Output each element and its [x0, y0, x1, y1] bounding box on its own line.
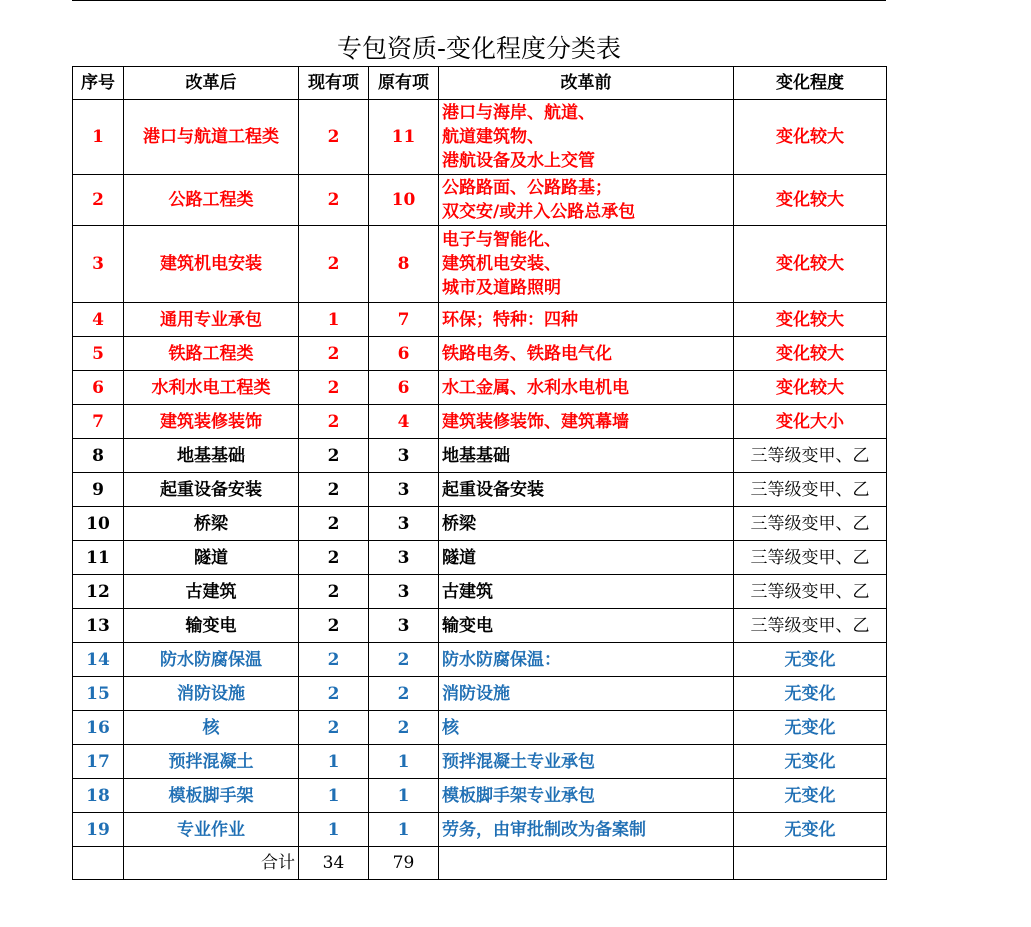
- current-count-cell: 2: [299, 405, 369, 439]
- after-reform-cell: 古建筑: [124, 575, 299, 609]
- before-reform-cell: [439, 303, 734, 337]
- top-rule: [72, 0, 886, 1]
- change-level-cell: 变化较大: [734, 100, 887, 175]
- row-number: 11: [73, 541, 124, 575]
- original-count-cell: 10: [369, 175, 439, 226]
- before-reform-cell: [439, 371, 734, 405]
- row-number: 1: [73, 100, 124, 175]
- table-row: [73, 779, 887, 813]
- header-now: 现有项: [299, 67, 369, 100]
- original-count-cell: 3: [369, 609, 439, 643]
- current-count-cell: 2: [299, 643, 369, 677]
- row-number: 15: [73, 677, 124, 711]
- total-orig: 79: [369, 847, 439, 880]
- current-count-cell: 1: [299, 303, 369, 337]
- row-number: 10: [73, 507, 124, 541]
- current-count-cell: 2: [299, 609, 369, 643]
- before-reform-cell: [439, 507, 734, 541]
- after-reform-cell: 建筑装修装饰: [124, 405, 299, 439]
- current-count-cell: 2: [299, 371, 369, 405]
- current-count-cell: 2: [299, 175, 369, 226]
- before-reform-line: 核: [442, 717, 459, 738]
- table-row: [73, 541, 887, 575]
- row-number: 5: [73, 337, 124, 371]
- current-count-cell: 2: [299, 507, 369, 541]
- after-reform-cell: 模板脚手架: [124, 779, 299, 813]
- before-reform-line: 防水防腐保温：: [442, 649, 561, 670]
- after-reform-cell: 专业作业: [124, 813, 299, 847]
- total-level-cell: [734, 847, 887, 880]
- table-row: [73, 677, 887, 711]
- before-reform-line: 隧道: [442, 547, 476, 568]
- after-reform-cell: 铁路工程类: [124, 337, 299, 371]
- table-row: [73, 473, 887, 507]
- after-reform-cell: 建筑机电安装: [124, 226, 299, 303]
- before-reform-cell: [439, 813, 734, 847]
- after-reform-cell: 桥梁: [124, 507, 299, 541]
- before-reform-line: 劳务，由审批制改为备案制: [442, 819, 646, 840]
- change-level-cell: 变化较大: [734, 175, 887, 226]
- row-number: 16: [73, 711, 124, 745]
- row-number: 12: [73, 575, 124, 609]
- original-count-cell: 6: [369, 371, 439, 405]
- after-reform-cell: 消防设施: [124, 677, 299, 711]
- header-after: 改革后: [124, 67, 299, 100]
- current-count-cell: 2: [299, 100, 369, 175]
- before-reform-line: 环保；特种：四种: [442, 309, 578, 330]
- before-reform-cell: [439, 473, 734, 507]
- table-row: [73, 745, 887, 779]
- total-row: [73, 847, 887, 880]
- before-reform-cell: [439, 575, 734, 609]
- header-before: 改革前: [439, 67, 734, 100]
- before-reform-cell: [439, 541, 734, 575]
- header-no: 序号: [73, 67, 124, 100]
- original-count-cell: 3: [369, 541, 439, 575]
- after-reform-cell: 核: [124, 711, 299, 745]
- original-count-cell: 1: [369, 745, 439, 779]
- row-number: 17: [73, 745, 124, 779]
- total-before-cell: [439, 847, 734, 880]
- after-reform-cell: 地基基础: [124, 439, 299, 473]
- before-reform-line: 铁路电务、铁路电气化: [442, 343, 612, 364]
- before-reform-cell: [439, 405, 734, 439]
- after-reform-cell: 隧道: [124, 541, 299, 575]
- row-number: 19: [73, 813, 124, 847]
- change-level-cell: 无变化: [734, 745, 887, 779]
- change-level-cell: 无变化: [734, 711, 887, 745]
- change-level-cell: 三等级变甲、乙: [734, 507, 887, 541]
- after-reform-cell: 通用专业承包: [124, 303, 299, 337]
- table-row: [73, 643, 887, 677]
- change-level-cell: 无变化: [734, 779, 887, 813]
- change-level-cell: 三等级变甲、乙: [734, 575, 887, 609]
- current-count-cell: 2: [299, 711, 369, 745]
- before-reform-cell: [439, 711, 734, 745]
- table-row: [73, 439, 887, 473]
- original-count-cell: 3: [369, 439, 439, 473]
- original-count-cell: 11: [369, 100, 439, 175]
- before-reform-cell: [439, 779, 734, 813]
- before-reform-line: 公路路面、公路路基；: [442, 178, 612, 198]
- before-reform-line: 双交安/或并入公路总承包: [442, 202, 636, 222]
- row-number: 2: [73, 175, 124, 226]
- table-row: [73, 337, 887, 371]
- change-level-cell: 三等级变甲、乙: [734, 609, 887, 643]
- current-count-cell: 2: [299, 226, 369, 303]
- current-count-cell: 2: [299, 337, 369, 371]
- table-row: [73, 405, 887, 439]
- change-level-cell: 三等级变甲、乙: [734, 541, 887, 575]
- before-reform-cell: [439, 643, 734, 677]
- before-reform-line: 输变电: [442, 615, 493, 636]
- before-reform-line: 水工金属、水利水电机电: [442, 377, 629, 398]
- change-level-cell: 变化较大: [734, 226, 887, 303]
- current-count-cell: 1: [299, 745, 369, 779]
- original-count-cell: 3: [369, 575, 439, 609]
- after-reform-cell: 预拌混凝土: [124, 745, 299, 779]
- after-reform-cell: 港口与航道工程类: [124, 100, 299, 175]
- before-reform-cell: [439, 677, 734, 711]
- current-count-cell: 1: [299, 779, 369, 813]
- change-level-cell: 无变化: [734, 813, 887, 847]
- before-reform-cell: [439, 100, 734, 175]
- change-level-cell: 变化大小: [734, 405, 887, 439]
- change-level-cell: 无变化: [734, 643, 887, 677]
- header-orig: 原有项: [369, 67, 439, 100]
- original-count-cell: 2: [369, 643, 439, 677]
- change-level-cell: 三等级变甲、乙: [734, 473, 887, 507]
- current-count-cell: 2: [299, 575, 369, 609]
- after-reform-cell: 防水防腐保温: [124, 643, 299, 677]
- row-number: 6: [73, 371, 124, 405]
- before-reform-line: 城市及道路照明: [442, 278, 561, 298]
- original-count-cell: 1: [369, 779, 439, 813]
- table-body: [73, 100, 887, 847]
- row-number: 3: [73, 226, 124, 303]
- current-count-cell: 1: [299, 813, 369, 847]
- table-row: [73, 303, 887, 337]
- before-reform-line: 桥梁: [442, 513, 476, 534]
- before-reform-line: 建筑机电安装、: [442, 254, 561, 274]
- current-count-cell: 2: [299, 677, 369, 711]
- qualification-table: [72, 66, 887, 880]
- total-no-cell: [73, 847, 124, 880]
- header-level: 变化程度: [734, 67, 887, 100]
- before-reform-cell: [439, 226, 734, 303]
- table-row: [73, 575, 887, 609]
- before-reform-line: 模板脚手架专业承包: [442, 785, 595, 806]
- before-reform-line: 港航设备及水上交管: [442, 151, 595, 171]
- row-number: 7: [73, 405, 124, 439]
- original-count-cell: 4: [369, 405, 439, 439]
- current-count-cell: 2: [299, 473, 369, 507]
- change-level-cell: 变化较大: [734, 337, 887, 371]
- before-reform-cell: [439, 745, 734, 779]
- original-count-cell: 6: [369, 337, 439, 371]
- table-row: [73, 507, 887, 541]
- current-count-cell: 2: [299, 541, 369, 575]
- total-label: 合计: [124, 847, 299, 880]
- change-level-cell: 三等级变甲、乙: [734, 439, 887, 473]
- original-count-cell: 3: [369, 473, 439, 507]
- original-count-cell: 2: [369, 677, 439, 711]
- after-reform-cell: 输变电: [124, 609, 299, 643]
- before-reform-line: 预拌混凝土专业承包: [442, 751, 595, 772]
- header-row: [73, 67, 887, 100]
- before-reform-line: 起重设备安装: [442, 479, 544, 500]
- row-number: 14: [73, 643, 124, 677]
- original-count-cell: 1: [369, 813, 439, 847]
- after-reform-cell: 公路工程类: [124, 175, 299, 226]
- row-number: 13: [73, 609, 124, 643]
- table-row: [73, 609, 887, 643]
- current-count-cell: 2: [299, 439, 369, 473]
- before-reform-cell: [439, 439, 734, 473]
- before-reform-line: 航道建筑物、: [442, 127, 544, 147]
- row-number: 18: [73, 779, 124, 813]
- before-reform-line: 古建筑: [442, 581, 493, 602]
- table-row: [73, 371, 887, 405]
- change-level-cell: 变化较大: [734, 303, 887, 337]
- original-count-cell: 7: [369, 303, 439, 337]
- table-row: [73, 711, 887, 745]
- after-reform-cell: 起重设备安装: [124, 473, 299, 507]
- before-reform-cell: [439, 175, 734, 226]
- before-reform-line: 消防设施: [442, 683, 510, 704]
- before-reform-line: 建筑装修装饰、建筑幕墙: [442, 411, 629, 432]
- before-reform-line: 地基基础: [442, 445, 510, 466]
- before-reform-cell: [439, 337, 734, 371]
- row-number: 9: [73, 473, 124, 507]
- original-count-cell: 2: [369, 711, 439, 745]
- table-row: [73, 226, 887, 303]
- before-reform-cell: [439, 609, 734, 643]
- change-level-cell: 无变化: [734, 677, 887, 711]
- before-reform-line: 港口与海岸、航道、: [442, 103, 595, 123]
- original-count-cell: 8: [369, 226, 439, 303]
- page-title: 专包资质-变化程度分类表: [336, 34, 622, 63]
- row-number: 4: [73, 303, 124, 337]
- row-number: 8: [73, 439, 124, 473]
- change-level-cell: 变化较大: [734, 371, 887, 405]
- after-reform-cell: 水利水电工程类: [124, 371, 299, 405]
- original-count-cell: 3: [369, 507, 439, 541]
- table-row: [73, 175, 887, 226]
- table-row: [73, 813, 887, 847]
- total-now: 34: [299, 847, 369, 880]
- before-reform-line: 电子与智能化、: [442, 230, 561, 250]
- table-row: [73, 100, 887, 175]
